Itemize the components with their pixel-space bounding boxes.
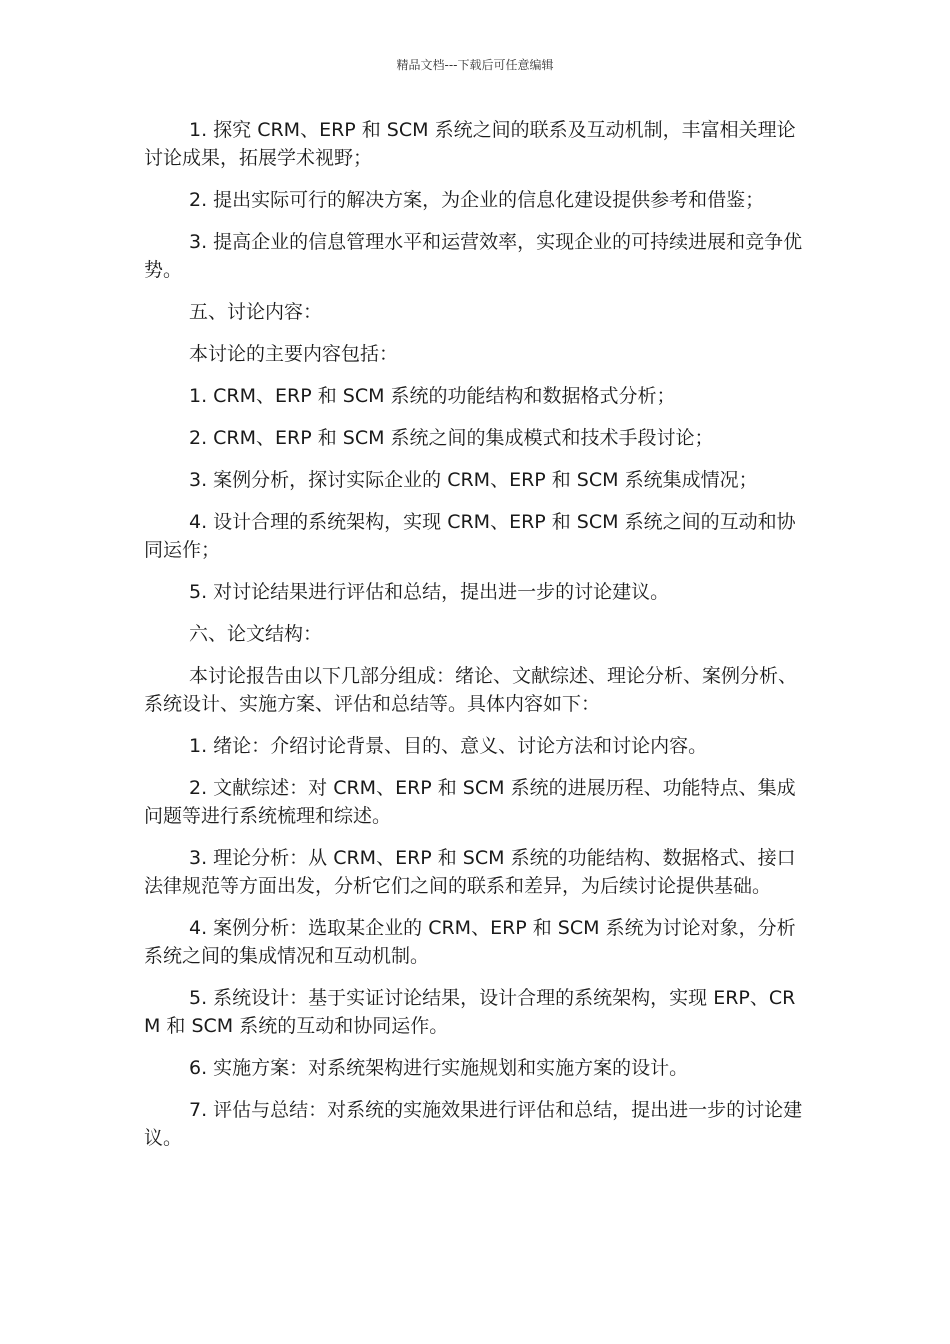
research-content-item-5: 5. 对讨论结果进行评估和总结，提出进一步的讨论建议。 <box>189 581 670 603</box>
structure-item-2: 2. 文献综述：对 CRM、ERP 和 SCM 系统的进展历程、功能特点、集成问题等进行系统梳理和综述。 <box>144 777 796 827</box>
structure-item-5: 5. 系统设计：基于实证讨论结果，设计合理的系统架构，实现 ERP、CRM 和 SCM 系统的互动和协同运作。 <box>144 987 796 1037</box>
section-heading-research-content: 五、讨论内容： <box>189 301 323 323</box>
research-content-item-4: 4. 设计合理的系统架构，实现 CRM、ERP 和 SCM 系统之间的互动和协同运作； <box>144 511 796 561</box>
objective-2: 2. 提出实际可行的解决方案，为企业的信息化建设提供参考和借鉴； <box>189 189 765 211</box>
objective-1: 1. 探究 CRM、ERP 和 SCM 系统之间的联系及互动机制，丰富相关理论讨论成果，拓展学术视野； <box>144 119 796 169</box>
structure-item-6: 6. 实施方案：对系统架构进行实施规划和实施方案的设计。 <box>189 1057 689 1079</box>
research-content-item-1: 1. CRM、ERP 和 SCM 系统的功能结构和数据格式分析； <box>189 385 676 407</box>
section-heading-paper-structure: 六、论文结构： <box>189 623 323 645</box>
research-content-item-3: 3. 案例分析，探讨实际企业的 CRM、ERP 和 SCM 系统集成情况； <box>189 469 758 491</box>
structure-item-1: 1. 绪论：介绍讨论背景、目的、意义、讨论方法和讨论内容。 <box>189 735 708 757</box>
page-header: 精品文档---下载后可任意编辑 <box>396 58 554 72</box>
research-content-intro: 本讨论的主要内容包括： <box>189 343 399 365</box>
structure-item-7: 7. 评估与总结：对系统的实施效果进行评估和总结，提出进一步的讨论建议。 <box>144 1099 803 1149</box>
structure-item-4: 4. 案例分析：选取某企业的 CRM、ERP 和 SCM 系统为讨论对象，分析系统之间的集成情况和互动机制。 <box>144 917 796 967</box>
objective-3: 3. 提高企业的信息管理水平和运营效率，实现企业的可持续进展和竞争优势。 <box>144 231 803 281</box>
research-content-item-2: 2. CRM、ERP 和 SCM 系统之间的集成模式和技术手段讨论； <box>189 427 714 449</box>
document-body <box>144 116 808 1166</box>
paper-structure-intro: 本讨论报告由以下几部分组成：绪论、文献综述、理论分析、案例分析、系统设计、实施方案、评估和总结等。具体内容如下： <box>144 665 798 715</box>
structure-item-3: 3. 理论分析：从 CRM、ERP 和 SCM 系统的功能结构、数据格式、接口法律规范等方面出发，分析它们之间的联系和差异，为后续讨论提供基础。 <box>144 847 796 897</box>
